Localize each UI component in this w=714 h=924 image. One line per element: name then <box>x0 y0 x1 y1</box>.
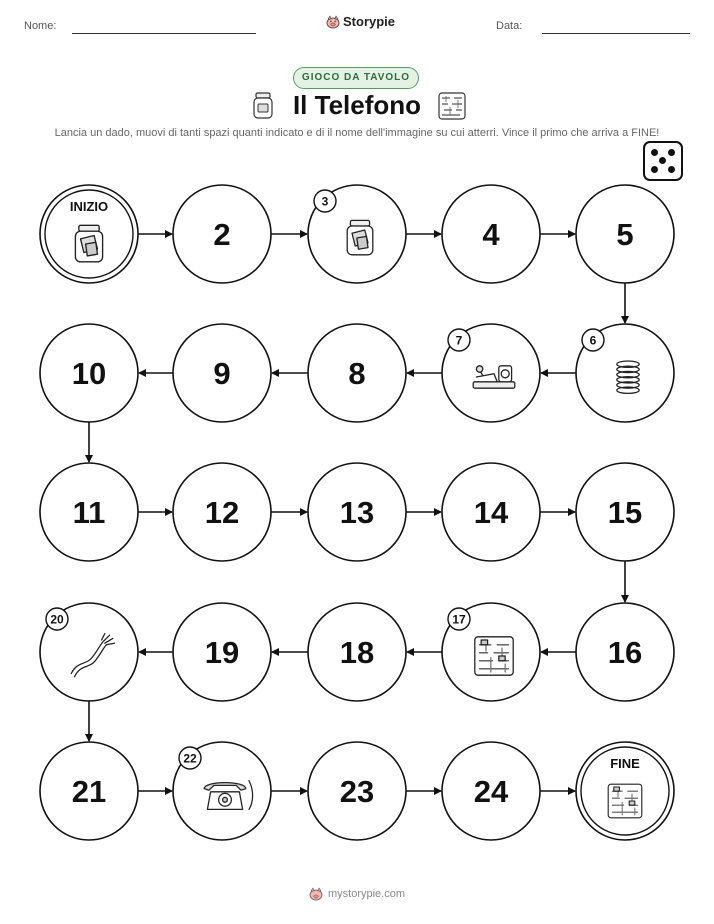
board-space <box>308 324 406 422</box>
space-number: 2 <box>213 217 231 252</box>
space-number: 15 <box>607 495 643 530</box>
board-space <box>576 324 674 422</box>
board-space <box>173 603 271 701</box>
board-space <box>40 324 138 422</box>
board-space <box>442 324 540 422</box>
space-number: 12 <box>204 495 240 530</box>
pig-icon <box>309 887 323 901</box>
space-number: 4 <box>482 217 500 252</box>
space-number: 10 <box>71 356 107 391</box>
board-space <box>40 742 138 840</box>
space-number: 14 <box>473 495 509 530</box>
instructions: Lancia un dado, muovi di tanti spazi quanti indicato e di il nome dell'immagine su cui atterri. Vince il primo che arriva a FINE! <box>54 127 660 139</box>
board-space <box>40 185 138 283</box>
space-number: 17 <box>452 612 466 627</box>
jar-icon <box>347 220 373 254</box>
board-space <box>173 742 271 840</box>
board-space <box>442 603 540 701</box>
board-space <box>576 603 674 701</box>
space-number: 18 <box>339 635 375 670</box>
spring-icon <box>617 361 639 393</box>
brand-name: Storypie <box>343 14 396 29</box>
board-space <box>442 742 540 840</box>
board-space <box>173 185 271 283</box>
date-label: Data: <box>496 20 523 32</box>
switchboard-icon <box>608 784 642 818</box>
board-space <box>173 463 271 561</box>
board-space <box>308 185 406 283</box>
page-title: Il Telefono <box>292 90 422 120</box>
switchboard-icon <box>475 637 513 675</box>
space-number: 3 <box>321 194 329 209</box>
start-label: INIZIO <box>69 199 109 214</box>
board-space <box>576 463 674 561</box>
finish-label: FINE <box>610 756 640 771</box>
game-type-badge: GIOCO DA TAVOLO <box>293 67 419 89</box>
space-number: 24 <box>473 774 509 809</box>
space-number: 6 <box>589 333 597 348</box>
space-number: 23 <box>339 774 375 809</box>
board-space <box>173 324 271 422</box>
footer <box>0 887 714 901</box>
space-number: 7 <box>455 333 463 348</box>
board-space <box>576 185 674 283</box>
space-number: 16 <box>607 635 643 670</box>
space-number: 13 <box>339 495 375 530</box>
space-number: 9 <box>213 356 231 391</box>
board-space <box>576 742 674 840</box>
board-space <box>308 463 406 561</box>
space-number: 5 <box>616 217 634 252</box>
board-space <box>308 603 406 701</box>
space-number: 8 <box>348 356 366 391</box>
board-space <box>40 603 138 701</box>
board-space <box>442 185 540 283</box>
space-number: 20 <box>50 612 64 627</box>
space-number: 11 <box>72 495 106 530</box>
space-number: 19 <box>204 635 240 670</box>
space-number: 21 <box>71 774 107 809</box>
jar-icon <box>75 225 102 262</box>
board-space <box>308 742 406 840</box>
board-space <box>40 463 138 561</box>
space-number: 22 <box>183 751 197 766</box>
footer-url: mystorypie.com <box>327 888 406 900</box>
board-space <box>442 463 540 561</box>
name-label: Nome: <box>24 20 57 32</box>
